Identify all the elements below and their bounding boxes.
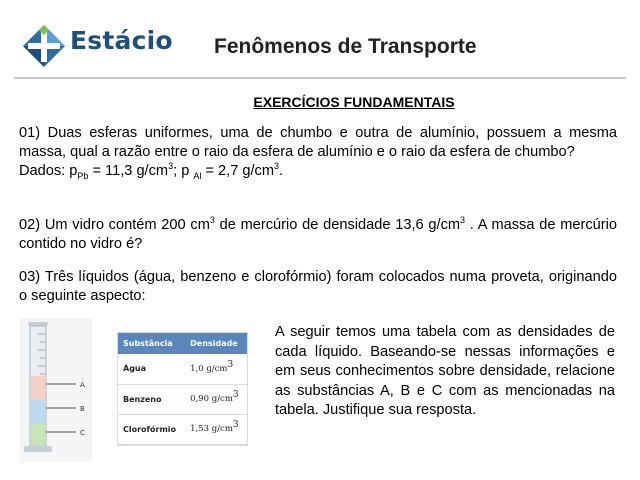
question-2-text-b: de mercúrio de densidade 13,6 g/cm — [214, 217, 461, 233]
pb-unit-exponent: 3 — [168, 161, 174, 172]
al-subscript: Al — [193, 170, 202, 181]
table-row — [118, 414, 247, 444]
question-3: 03) Três líquidos (água, benzeno e clorofórmio) foram colocados numa proveta, originando o seguinte aspecto: — [19, 269, 617, 304]
question-1-text: 01) Duas esferas uniformes, uma de chumbo e outra de alumínio, possuem a mesma massa, qual a razão entre o raio da esfera de alumínio e o raio da esfera de chumbo? — [19, 125, 617, 160]
estacio-logo — [22, 24, 172, 68]
header-divider — [14, 77, 626, 79]
figure-label-b: B — [80, 405, 85, 413]
header-density: Densidade — [185, 333, 247, 354]
estacio-diamond-icon — [22, 24, 66, 68]
figure-label-a: A — [80, 381, 85, 389]
table-row — [118, 384, 247, 414]
pb-subscript: Pb — [77, 170, 89, 181]
page-title: Fenômenos de Transporte — [214, 35, 477, 58]
density-cell — [185, 354, 247, 384]
question-2 — [19, 216, 617, 254]
density-exponent: 3 — [232, 420, 239, 431]
logo-wordmark: Estácio — [70, 26, 173, 55]
density-exponent: 3 — [232, 390, 239, 401]
data-separator: ; p — [173, 163, 194, 179]
header-substance: Substância — [118, 333, 185, 354]
figure-label-c: C — [80, 429, 85, 437]
substance-cell: Água — [118, 354, 185, 384]
dados-label: Dados: p — [19, 163, 78, 179]
density-value: 0,90 g/cm — [190, 394, 233, 404]
graduated-cylinder-figure — [20, 318, 92, 462]
question-1 — [19, 124, 617, 181]
density-cell — [185, 414, 247, 444]
al-unit-exponent: 3 — [274, 161, 280, 172]
density-exponent: 3 — [460, 215, 466, 226]
density-table — [117, 332, 248, 446]
table-row — [118, 354, 247, 384]
table-header-row — [118, 333, 247, 354]
pb-value: = 11,3 g/cm — [88, 163, 169, 179]
question-1-data — [19, 162, 617, 181]
slide-header — [0, 0, 640, 78]
question-2-text-a: 02) Um vidro contém 200 cm — [19, 217, 210, 233]
substance-cell: Clorofórmio — [118, 414, 185, 444]
density-cell — [185, 384, 247, 414]
density-value: 1,0 g/cm — [190, 363, 228, 374]
question-3-instructions: A seguir temos uma tabela com as densidades de cada líquido. Baseando-se nessas informações e em seus conhecimentos sobre densidade, relacione as substâncias A, B e C com as mencionadas na tabela. Justifique sua resposta. — [275, 324, 615, 418]
data-end: . — [279, 163, 284, 179]
question-2-text-c: . A massa de mercúrio contido no vidro é? — [19, 217, 617, 252]
density-value: 1,53 g/cm — [190, 424, 233, 434]
section-title: EXERCÍCIOS FUNDAMENTAIS — [253, 94, 455, 110]
volume-exponent: 3 — [209, 215, 215, 226]
al-value: = 2,7 g/cm — [201, 163, 274, 179]
substance-cell: Benzeno — [118, 384, 185, 414]
density-exponent: 3 — [227, 359, 234, 370]
